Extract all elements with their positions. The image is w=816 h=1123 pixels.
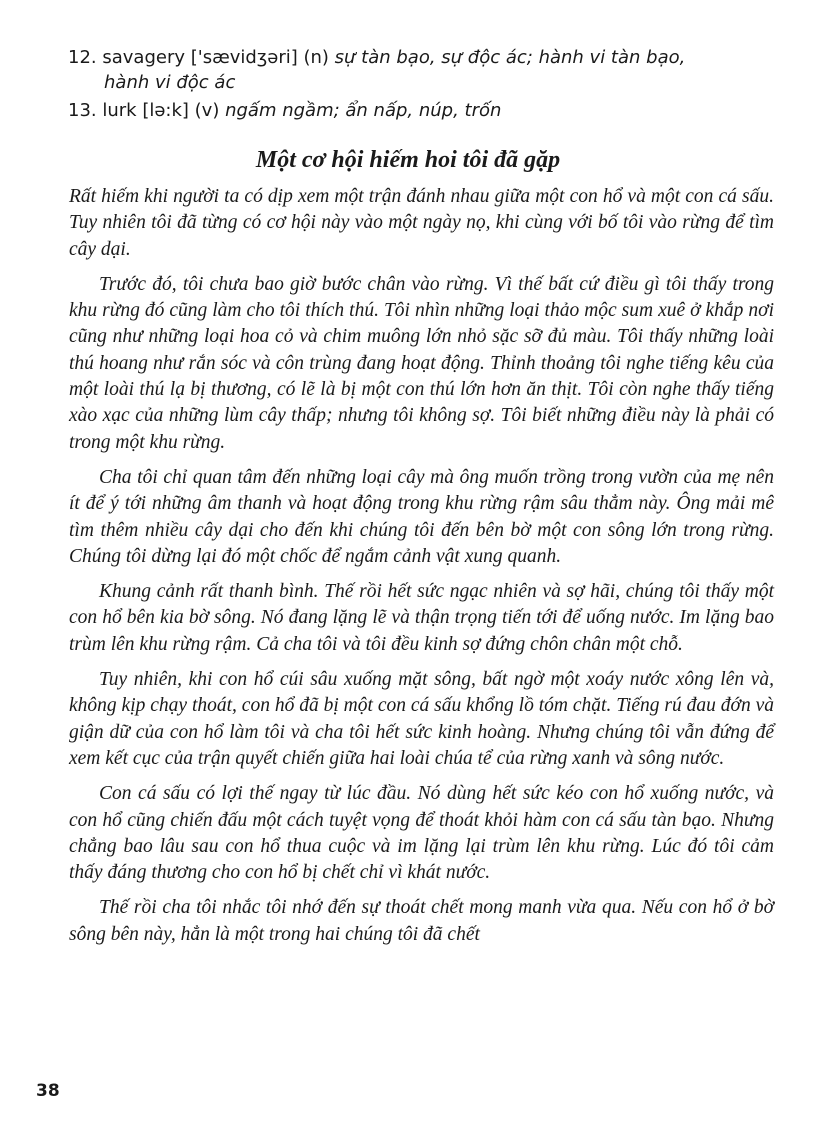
vocab-entry-12 [68,45,780,95]
vocab-definition: ngấm ngầm; ẩn nấp, núp, trốn [225,100,502,121]
story-paragraph-6: Con cá sấu có lợi thế ngay từ lúc đầu. Nó dùng hết sức kéo con hổ xuống nước, và con hổ cũng chiến đấu một cách tuyệt vọng để thoát khỏi hàm con cá sấu tàn bạo. Nhưng chẳng bao lâu sau con hổ thua cuộc và im lặng lại trùm lên khu rừng. Lúc đó tôi cảm thấy đáng thương cho con hổ bị chết chỉ vì khát nước. [69,783,774,884]
story-paragraph-1: Rất hiếm khi người ta có dịp xem một trận đánh nhau giữa một con hổ và một con cá sấu. Tuy nhiên tôi đã từng có cơ hội này vào một ngày nọ, khi cùng với bố tôi vào rừng để tìm cây dại. [69,186,774,260]
story-paragraph-3: Cha tôi chỉ quan tâm đến những loại cây mà ông muốn trồng trong vườn của mẹ nên ít để ý tới những âm thanh và hoạt động trong khu rừng rậm sâu thẳm này. Ông mải mê tìm thêm nhiều cây dại cho đến khi chúng tôi đến bên bờ một con sông lớn trong rừng. Chúng tôi dừng lại đó một chốc để ngắm cảnh vật xung quanh. [69,466,774,567]
story-title: Một cơ hội hiếm hoi tôi đã gặp [255,147,561,173]
story-paragraph-4: Khung cảnh rất thanh bình. Thế rồi hết sức ngạc nhiên và sợ hãi, chúng tôi thấy một con hổ bên kia bờ sông. Nó đang lặng lẽ và thận trọng tiến tới để uống nước. Im lặng bao trùm lên khu rừng rậm. Cả cha tôi và tôi đều kinh sợ đứng chôn chân một chỗ. [69,581,774,655]
story-paragraph-2: Trước đó, tôi chưa bao giờ bước chân vào rừng. Vì thế bất cứ điều gì tôi thấy trong khu rừng đó cũng làm cho tôi thích thú. Tôi nhìn những loại thảo mộc sum xuê ở khắp nơi cũng như những loại hoa cỏ và chim muông lớn nhỏ sặc sỡ đủ màu. Tôi thấy những loài thú hoang như rắn sóc và côn trùng đang hoạt động. Thỉnh thoảng tôi nghe tiếng kêu của một loài thú lạ bị thương, có lẽ là bị một con thú lớn hơn ăn thịt. Tôi còn nghe thấy tiếng xào xạc của những lùm cây thấp; nhưng tôi không sợ. Tôi biết những điều này là phải có trong một khu rừng. [69,273,774,453]
story-paragraph-5: Tuy nhiên, khi con hổ cúi sâu xuống mặt sông, bất ngờ một xoáy nước xông lên và, không kịp chạy thoát, con hổ đã bị một con cá sấu khổng lồ tóm chặt. Tiếng rú đau đớn và giận dữ của con hổ làm tôi và cha tôi hết sức kinh hoàng. Nhưng chúng tôi vẫn đứng để xem kết cục của trận quyết chiến giữa hai loài chúa tể của rừng xanh và sông nước. [69,669,774,769]
story-paragraph-7: Thế rồi cha tôi nhắc tôi nhớ đến sự thoát chết mong manh vừa qua. Nếu con hổ ở bờ sông bên này, hẳn là một trong hai chúng tôi đã chết [69,897,774,945]
story-body [69,184,774,957]
vocab-entry-13 [68,98,780,123]
vocab-term: savagery ['sævidʒəri] (n) [102,47,329,68]
page-number: 38 [36,1081,60,1101]
vocab-definition-continued: hành vi độc ác [104,72,236,93]
vocab-number: 13. [68,100,97,121]
vocab-number: 12. [68,47,97,68]
vocab-definition: sự tàn bạo, sự độc ác; hành vi tàn bạo, [334,47,686,68]
vocab-term: lurk [lə:k] (v) [102,100,220,121]
